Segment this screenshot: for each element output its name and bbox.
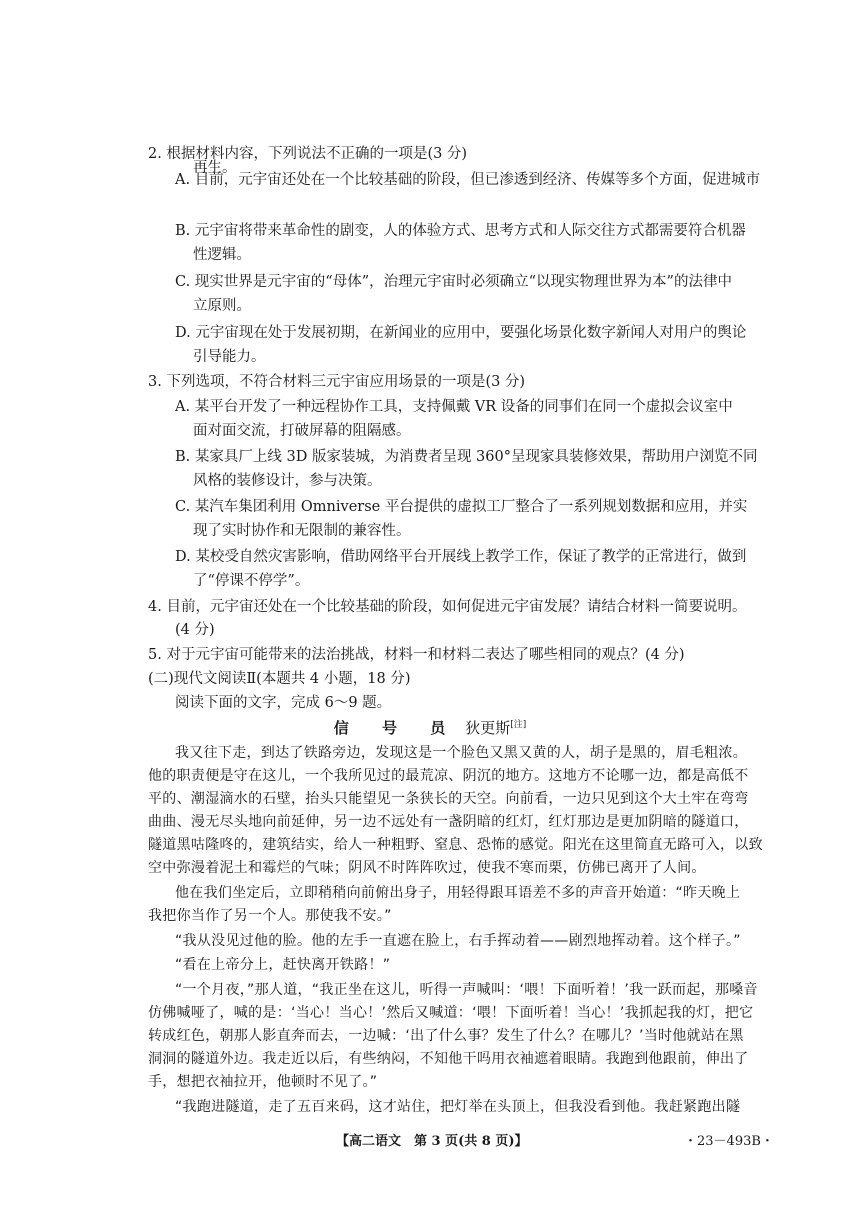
page-footer-info: 【高二语文 第 3 页(共 8 页)】 xyxy=(336,1134,528,1149)
story-line: 我又往下走，到达了铁路旁边，发现这是一个脸色又黑又黄的人，胡子是黑的，眉毛粗浓。 xyxy=(175,745,747,761)
story-line: 曲曲、漫无尽头地向前延伸，另一边不远处有一盏阴暗的红灯，红灯那边是更加阴暗的隧道口， xyxy=(148,814,749,830)
question-3-option-a: A. 某平台开发了一种远程协作工具，支持佩戴 VR 设备的同事们在同一个虚拟会议室中 xyxy=(175,399,733,415)
question-2-stem: 2. 根据材料内容，下列说法不正确的一项是(3 分) xyxy=(148,146,468,162)
question-4-points: (4 分) xyxy=(175,622,215,638)
story-line: 我把你当作了另一个人。那使我不安。” xyxy=(148,908,392,924)
footnote-mark: [注] xyxy=(510,720,527,730)
question-3-option-b: B. 某家具厂上线 3D 版家装城，为消费者呈现 360°呈现家具装修效果，帮助用户浏览不同 xyxy=(175,449,758,465)
story-line: “看在上帝分上，赶快离开铁路！” xyxy=(175,957,391,973)
exam-code: ・23－493B・ xyxy=(684,1134,774,1149)
question-2-option-a-cont: 再生。 xyxy=(193,160,237,176)
story-line: 空中弥漫着泥土和霉烂的气味；阴风不时阵阵吹过，使我不寒而栗，仿佛已离开了人间。 xyxy=(148,860,706,876)
question-2-option-b: B. 元宇宙将带来革命性的剧变，人的体验方式、思考方式和人际交往方式都需要符合机器 xyxy=(175,223,746,239)
story-title-line xyxy=(0,717,860,738)
question-2-option-d: D. 元宇宙现在处于发展初期，在新闻业的应用中，要强化场景化数字新闻人对用户的舆论 xyxy=(175,325,747,341)
question-3-stem: 3. 下列选项，不符合材料三元宇宙应用场景的一项是(3 分) xyxy=(148,374,526,390)
question-2-option-a: A. 目前，元宇宙还处在一个比较基础的阶段，但已渗透到经济、传媒等多个方面，促进城市 xyxy=(175,172,761,188)
story-line: 手，想把衣袖拉开，他顿时不见了。” xyxy=(148,1074,378,1090)
story-line: “我从没见过他的脸。他的左手一直遮在脸上，右手挥动着——剧烈地挥动着。这个样子。” xyxy=(175,933,741,949)
question-5-stem: 5. 对于元宇宙可能带来的法治挑战，材料一和材料二表达了哪些相同的观点？(4 分) xyxy=(148,647,685,663)
question-2-option-b-cont: 性逻辑。 xyxy=(193,247,251,263)
question-2-option-d-cont: 引导能力。 xyxy=(193,349,266,365)
question-3-option-d: D. 某校受自然灾害影响，借助网络平台开展线上教学工作，保证了教学的正常进行，做到 xyxy=(175,549,747,565)
question-2-option-c: C. 现实世界是元宇宙的“母体”，治理元宇宙时必须确立“以现实物理世界为本”的法律中 xyxy=(175,274,732,290)
story-author: 狄更斯 xyxy=(465,719,511,737)
question-3-option-c-cont: 现了实时协作和无限制的兼容性。 xyxy=(193,523,411,539)
story-title: 信 号 员 xyxy=(333,719,460,737)
section-instruction: 阅读下面的文字，完成 6～9 题。 xyxy=(175,695,392,711)
question-2-option-c-cont: 立原则。 xyxy=(193,298,251,314)
question-4-stem: 4. 目前，元宇宙还处在一个比较基础的阶段，如何促进元宇宙发展？请结合材料一简要说明。 xyxy=(148,599,747,615)
story-line: “一个月夜，”那人道，“我正坐在这儿，听得一声喊叫：‘喂！下面听着！’我一跃而起，那嗓音 xyxy=(175,982,758,998)
question-3-option-d-cont: 了“停课不停学”。 xyxy=(193,573,310,589)
story-line: 他的职责便是守在这儿，一个我所见过的最荒凉、阴沉的地方。这地方不论哪一边，都是高低不 xyxy=(148,768,749,784)
story-line: “我跑进隧道，走了五百来码，这才站住，把灯举在头顶上，但我没看到他。我赶紧跑出隧 xyxy=(175,1099,741,1115)
question-3-option-b-cont: 风格的装修设计，参与决策。 xyxy=(193,473,382,489)
story-line: 转成红色，朝那人影直奔而去，一边喊：‘出了什么事？发生了什么？在哪儿？’当时他就站在黑 xyxy=(148,1028,744,1044)
question-3-option-c: C. 某汽车集团利用 Omniverse 平台提供的虚拟工厂整合了一系列规划数据和应用，并实 xyxy=(175,499,748,515)
story-line: 他在我们坐定后，立即稍稍向前俯出身子，用轻得跟耳语差不多的声音开始道：“昨天晚上 xyxy=(175,885,741,901)
story-line: 洞洞的隧道外边。我走近以后，有些纳闷，不知他干吗用衣袖遮着眼睛。我跑到他跟前，伸出了 xyxy=(148,1051,749,1067)
question-3-option-a-cont: 面对面交流，打破屏幕的阻隔感。 xyxy=(193,423,411,439)
section-heading: (二)现代文阅读Ⅱ(本题共 4 小题，18 分) xyxy=(148,671,411,687)
story-line: 平的、潮湿滴水的石壁，抬头只能望见一条狭长的天空。向前看，一边只见到这个大土牢在弯弯 xyxy=(148,791,749,807)
story-line: 仿佛喊哑了，喊的是：‘当心！当心！’然后又喊道：‘喂！下面听着！当心！’我抓起我的灯，把它 xyxy=(148,1005,754,1021)
story-line: 隧道黑咕隆咚的，建筑结实，给人一种粗野、窒息、恐怖的感觉。阳光在这里简直无路可入，以致 xyxy=(148,837,763,853)
